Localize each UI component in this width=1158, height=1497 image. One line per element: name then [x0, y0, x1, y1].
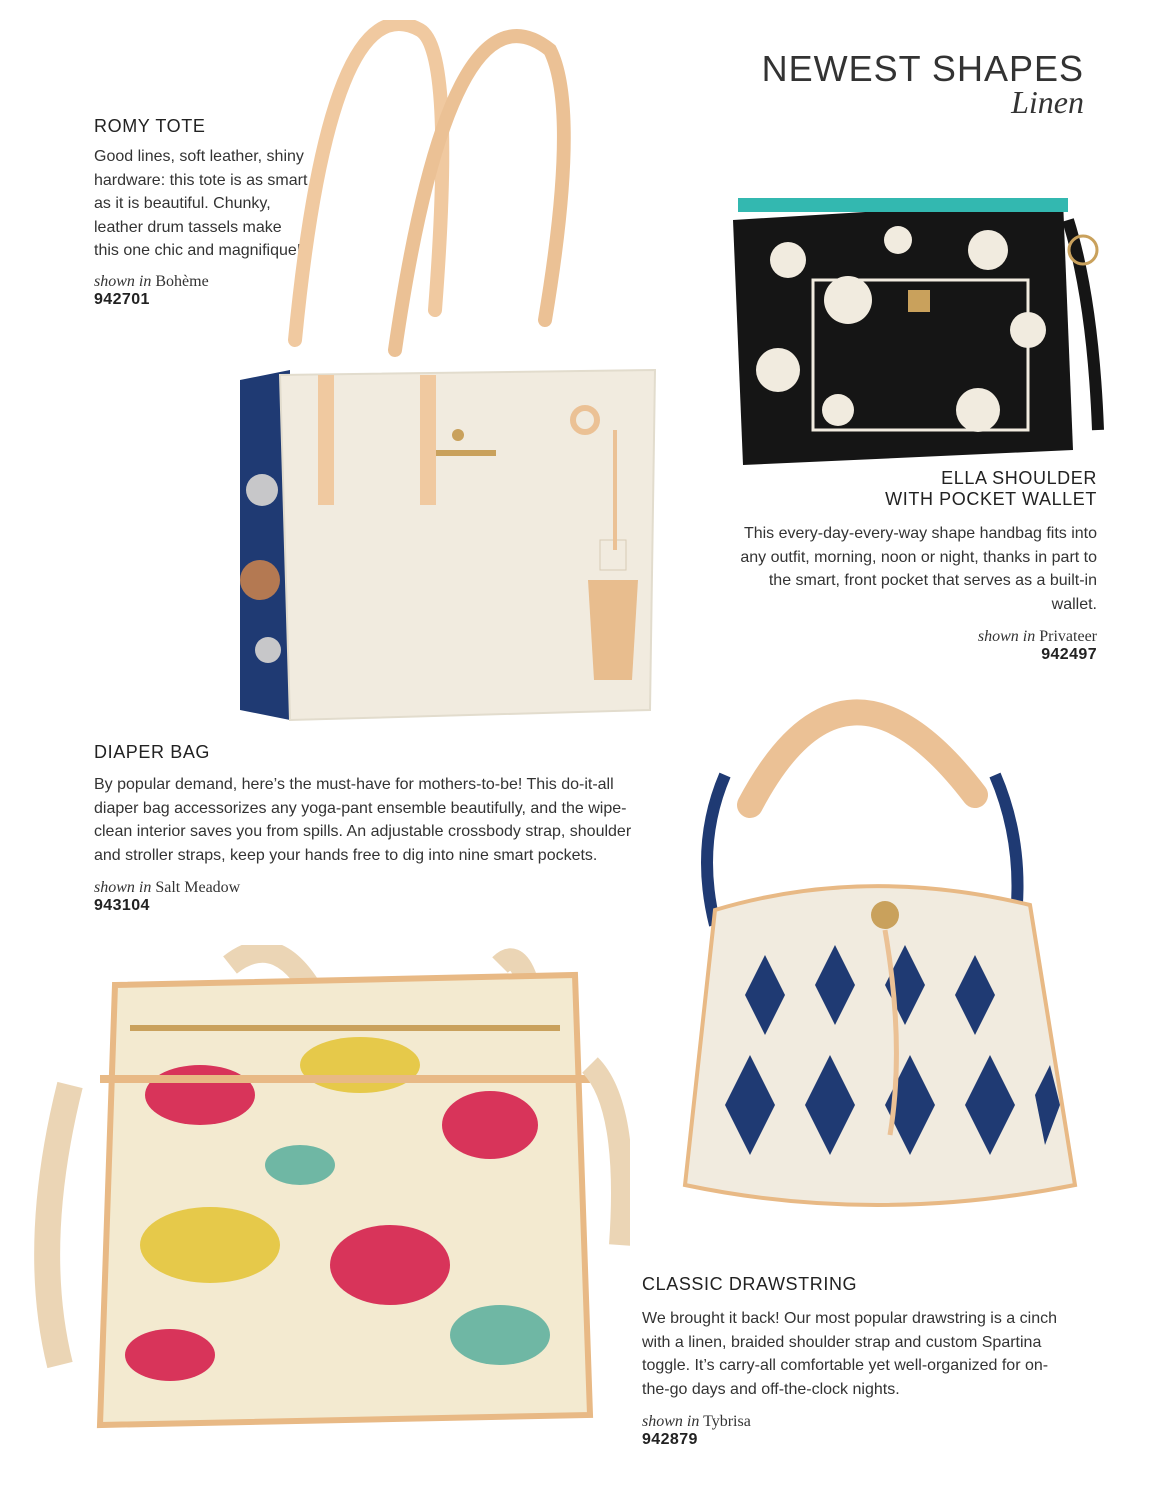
product-description: We brought it back! Our most popular drawstring is a cinch with a linen, braided shoulder strap and custom Spartina toggle. It’s carry-all comfortable yet well-organized for on-the-go days and off-the-clock nights. — [642, 1310, 1057, 1398]
product-name: ELLA SHOULDER — [941, 468, 1097, 488]
romy-tote-image — [220, 20, 660, 740]
product-diaper-bag — [94, 742, 639, 915]
ella-shoulder-image — [718, 180, 1113, 475]
product-name-line2: WITH POCKET WALLET — [885, 489, 1097, 509]
product-name: DIAPER BAG — [94, 742, 211, 762]
product-sku: 942497 — [1041, 646, 1097, 663]
page-title: NEWEST SHAPES — [761, 48, 1084, 89]
product-classic-drawstring — [642, 1274, 1072, 1449]
product-sku: 942701 — [94, 290, 150, 308]
product-ella-shoulder — [727, 468, 1097, 664]
shown-in: shown in Bohème — [94, 272, 209, 290]
product-name: CLASSIC DRAWSTRING — [642, 1274, 858, 1294]
product-description: This every-day-every-way shape handbag fits into any outfit, morning, noon or night, thanks in part to the smart, front pocket that serves as a built-in wallet. — [740, 525, 1097, 613]
product-name: ROMY TOTE — [94, 116, 206, 136]
shown-in: shown in Salt Meadow — [94, 879, 241, 896]
diaper-bag-image — [30, 945, 630, 1445]
shown-in: shown in Tybrisa — [642, 1413, 751, 1430]
product-description: Good lines, soft leather, shiny hardware: this tote is as smart as it is beautiful. Chunky, leather drum tassels make this one chic and magnifique! — [94, 148, 308, 259]
product-sku: 942879 — [642, 1431, 698, 1448]
page-subtitle: Linen — [1011, 84, 1084, 120]
product-sku: 943104 — [94, 897, 150, 914]
shown-in: shown in Privateer — [977, 628, 1097, 645]
product-description: By popular demand, here’s the must-have for mothers-to-be! This do-it-all diaper bag accessorizes any yoga-pant ensemble beautifully, and the wipe-clean interior saves you from spills. An adjustable crossbody strap, shoulder and stroller straps, keep your hands free to dig into nine smart pockets. — [94, 776, 632, 864]
classic-drawstring-image — [655, 665, 1095, 1235]
